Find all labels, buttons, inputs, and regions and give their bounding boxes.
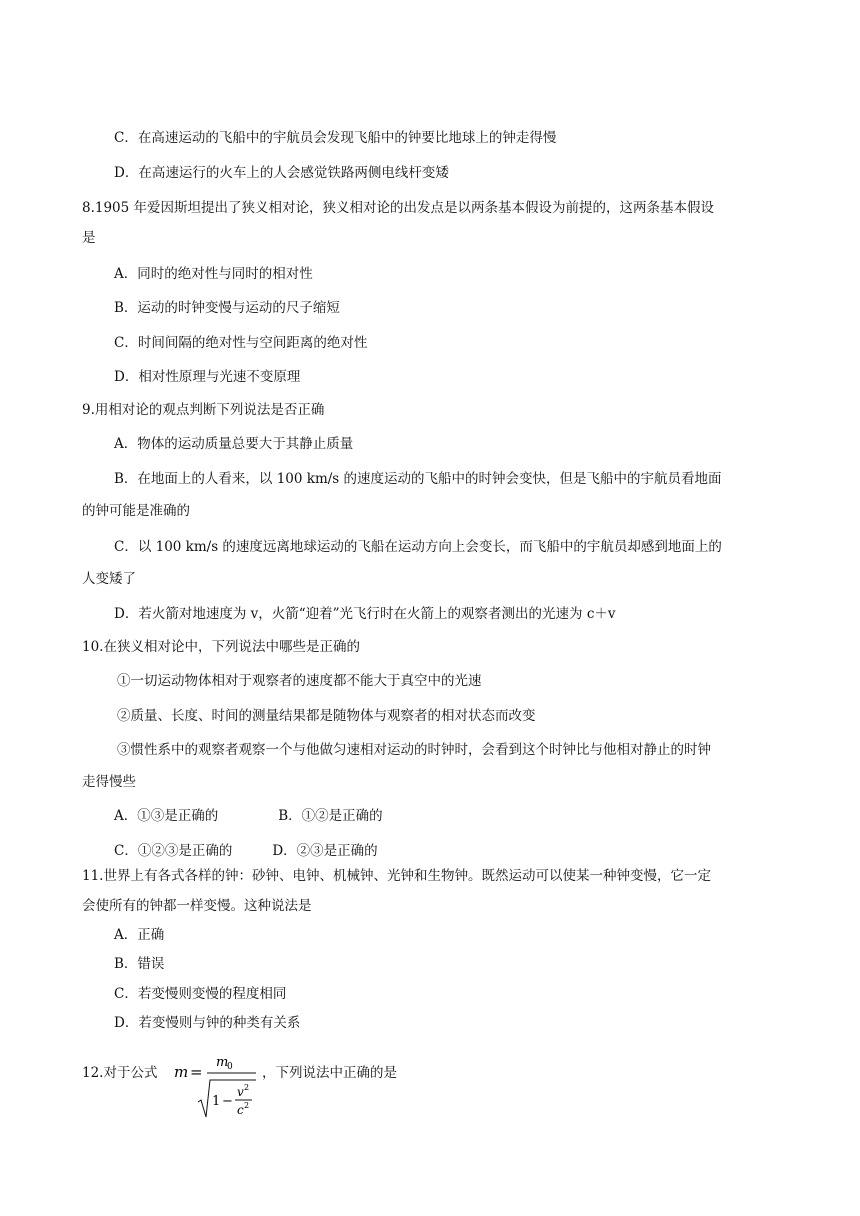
q12-stem-prefix: 12.对于公式 <box>82 1065 158 1081</box>
q10-statement-3-line1: ③惯性系中的观察者观察一个与他做匀速相对运动的时钟时，会看到这个时钟比与他相对静止的时钟 <box>117 742 711 758</box>
q9-stem: 9.用相对论的观点判断下列说法是否正确 <box>82 402 325 418</box>
formula-minus: − <box>222 1094 233 1109</box>
formula-lhs-m: m <box>174 1063 189 1081</box>
q10-option-b: B．①②是正确的 <box>278 808 383 824</box>
formula-c: c <box>237 1103 244 1117</box>
q10-option-c: C．①②③是正确的 <box>114 843 233 859</box>
q10-statement-3-line2: 走得慢些 <box>82 774 136 790</box>
q11-option-a: A．正确 <box>114 927 165 943</box>
q11-stem-line1: 11.世界上有各式各样的钟：砂钟、电钟、机械钟、光钟和生物钟。既然运动可以使某一种钟变慢，它一定 <box>82 868 711 884</box>
q8-stem-line1: 8.1905 年爱因斯坦提出了狭义相对论，狭义相对论的出发点是以两条基本假设为前提的，这两条基本假设 <box>82 200 715 216</box>
relativistic-mass-formula <box>174 1054 264 1124</box>
formula-v-exponent: 2 <box>244 1083 250 1092</box>
q10-statement-2: ②质量、长度、时间的测量结果都是随物体与观察者的相对状态而改变 <box>117 708 536 724</box>
q8-option-b: B．运动的时钟变慢与运动的尺子缩短 <box>114 300 340 316</box>
q9-option-a: A．物体的运动质量总要大于其静止质量 <box>114 436 354 452</box>
formula-one: 1 <box>212 1094 221 1109</box>
q8-option-c: C．时间间隔的绝对性与空间距离的绝对性 <box>114 335 368 351</box>
q10-stem: 10.在狭义相对论中，下列说法中哪些是正确的 <box>82 639 360 655</box>
q12-stem <box>82 1054 482 1124</box>
q9-option-c-line1: C．以 100 km/s 的速度远离地球运动的飞船在运动方向上会变长，而飞船中的宇航员却感到地面上的 <box>114 539 722 555</box>
q10-option-a: A．①③是正确的 <box>114 808 219 824</box>
q11-option-d: D．若变慢则与钟的种类有关系 <box>114 1015 301 1031</box>
q10-option-d: D．②③是正确的 <box>272 843 378 859</box>
formula-c-exponent: 2 <box>244 1101 250 1110</box>
q10-statement-1: ①一切运动物体相对于观察者的速度都不能大于真空中的光速 <box>117 673 482 689</box>
q10-options-row1 <box>114 806 383 826</box>
q11-stem-line2: 会使所有的钟都一样变慢。这种说法是 <box>82 898 312 914</box>
q7-option-c: C．在高速运动的飞船中的宇航员会发现飞船中的钟要比地球上的钟走得慢 <box>114 130 557 146</box>
q8-stem-line2: 是 <box>82 230 96 246</box>
q8-option-d: D．相对性原理与光速不变原理 <box>114 369 301 385</box>
formula-equals: = <box>190 1063 203 1081</box>
formula-v: v <box>237 1085 244 1099</box>
q10-options-row2 <box>114 841 378 861</box>
formula-numerator-m: m <box>216 1055 229 1070</box>
q11-option-b: B．错误 <box>114 956 165 972</box>
q7-option-d: D．在高速运行的火车上的人会感觉铁路两侧电线杆变矮 <box>114 165 449 181</box>
q8-option-a: A．同时的绝对性与同时的相对性 <box>114 266 313 282</box>
q11-option-c: C．若变慢则变慢的程度相同 <box>114 986 287 1002</box>
q9-option-d: D．若火箭对地速度为 v，火箭“迎着”光飞行时在火箭上的观察者测出的光速为 c＋v <box>114 606 616 622</box>
q9-option-c-line2: 人变矮了 <box>82 571 136 587</box>
q9-option-b-line1: B．在地面上的人看来，以 100 km/s 的速度运动的飞船中的时钟会变快，但是飞船中的宇航员看地面 <box>114 471 722 487</box>
q12-stem-suffix: ，下列说法中正确的是 <box>262 1065 397 1081</box>
q9-option-b-line2: 的钟可能是准确的 <box>82 503 190 519</box>
formula-numerator-subscript: 0 <box>227 1062 233 1072</box>
